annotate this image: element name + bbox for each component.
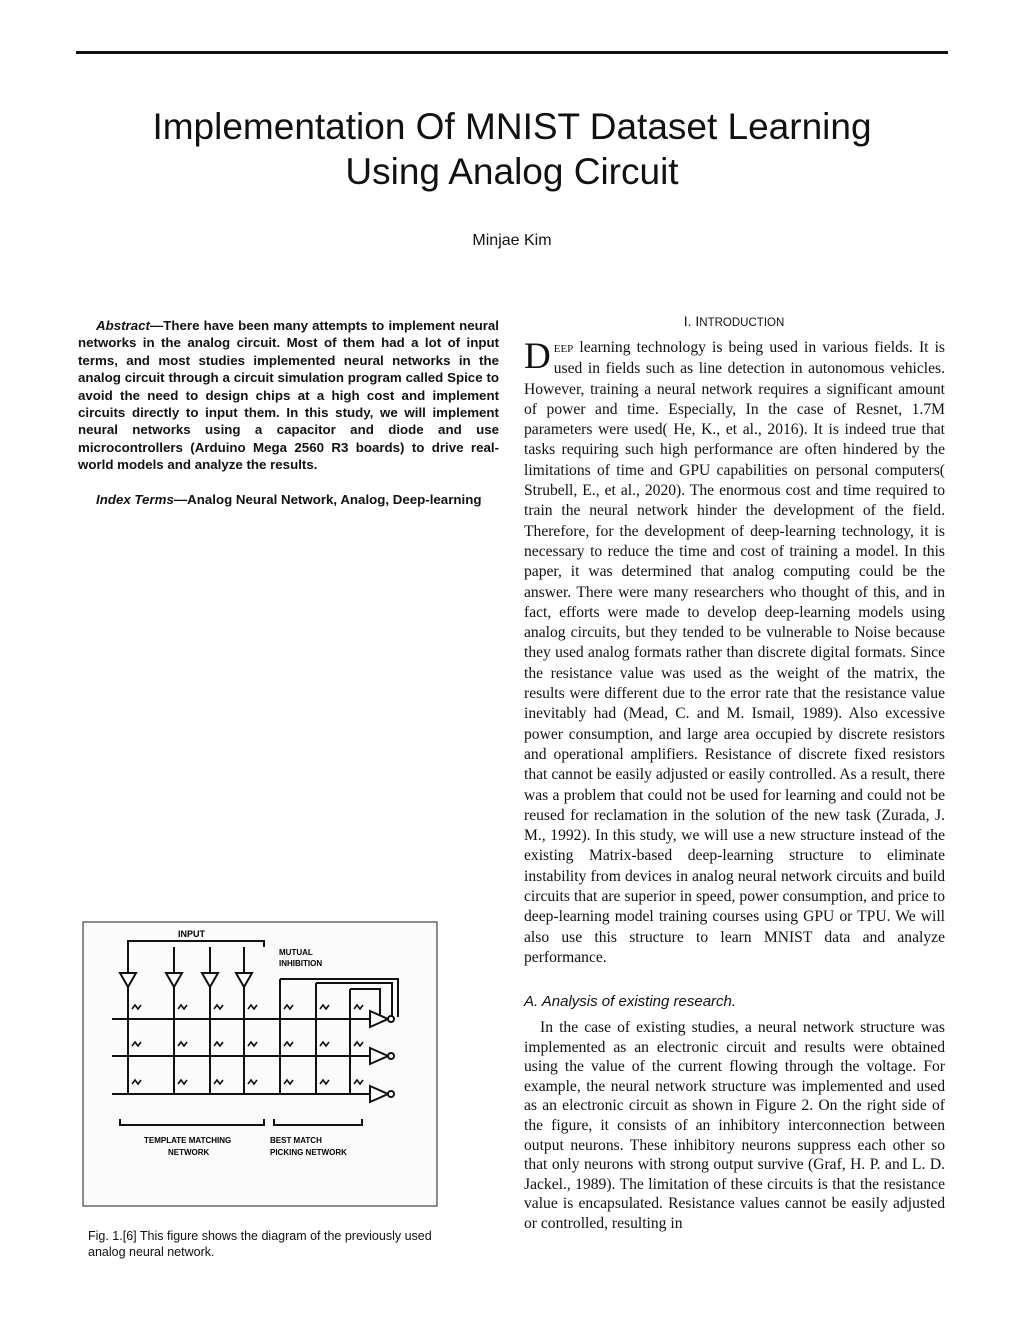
label-inhibition: INHIBITION <box>279 959 323 968</box>
intro-paragraph <box>524 338 945 968</box>
section-heading-introduction <box>524 313 944 329</box>
index-terms-lead: Index Terms <box>96 492 174 507</box>
section-cap-rest: NTRODUCTION <box>699 317 785 329</box>
header-rule <box>76 51 948 54</box>
title-line-2: Using Analog Circuit <box>345 151 679 192</box>
abstract-lead: Abstract <box>96 318 150 333</box>
label-template-network: NETWORK <box>168 1148 210 1157</box>
abstract-text: There have been many attempts to implement neural networks in the analog circuit. Most of them had a lot of input terms, and most studies implemented neural networks in the analog circuit through a circuit simulation program called Spice to avoid the need to design chips at a high cost and implement circuits directly to input them. In this study, we will implement neural networks using a capacitor and diode and use microcontrollers (Arduino Mega 2560 R3 boards) to drive real-world models and analyze the results. <box>78 318 499 473</box>
label-picking-network: PICKING NETWORK <box>270 1148 347 1157</box>
label-template-matching: TEMPLATE MATCHING <box>144 1136 232 1145</box>
figure-caption: Fig. 1.[6] This figure shows the diagram of the previously used analog neural network. <box>88 1229 432 1259</box>
label-best-match: BEST MATCH <box>270 1136 322 1145</box>
figure-border <box>83 922 437 1206</box>
abstract-dash: — <box>149 318 164 333</box>
paper-title <box>76 104 948 194</box>
abstract <box>78 317 499 474</box>
drop-cap: D <box>524 336 551 377</box>
intro-text: learning technology is being used in various fields. It is used in fields such as line detection in autonomous vehicles. However, training a neural network requires a significant amount of power and time. Especially, In the case of Resnet, 1.7M parameters were used( He, K., et al., 2016). It is indeed true that tasks requiring such high performance are often hindered by the limitations of time and GPU capabilities on personal computers( Strubell, E., et al., 2020). The enormous cost and time required to train the neural network hinder the development of the field. Therefore, for the development of deep-learning technology, it is necessary to reduce the time and cost of training a model. In this paper, it was determined that analog computing could be the answer. There were many researchers who thought of this, and in fact, efforts were made to develop deep-learning models using analog circuits, but they tended to be vulnerable to Noise because they used analog formats rather than discrete digital formats. Since the resistance value was used as the weight of the matrix, the results were different due to the error rate that the resistance value inevitably had (Mead, C. and M. Ismail, 1989). Also excessive power consumption, and large area occupied by discrete resistors and operational amplifiers. Resistance of discrete fixed resistors that cannot be easily adjusted or easily controlled. As a result, there was a problem that could not be used for learning and could not be reused for reclamation in the solution of the new task (Zurada, J. M., 1992). In this study, we will use a new structure instead of the existing Matrix-based deep-learning structure to eliminate instability from devices in analog neural network circuits and build circuits that are superior in speed, power consumption, and price to deep-learning model training courses using GPU or TPU. We will also use this structure to learn MNIST data and analyze performance. <box>524 339 945 966</box>
label-input: INPUT <box>178 929 205 939</box>
index-terms-dash: — <box>173 492 188 507</box>
index-terms <box>78 491 499 508</box>
label-mutual: MUTUAL <box>279 948 313 957</box>
figure-analog-network-diagram <box>80 919 440 1209</box>
title-line-1: Implementation Of MNIST Dataset Learning <box>152 106 872 147</box>
existing-research-paragraph: In the case of existing studies, a neural network structure was implemented as an electronic circuit and results were obtained using the value of the current flowing through the voltage. For example, the neural network structure was implemented and used as an electronic circuit as shown in Figure 2. On the right side of the figure, it consists of an inhibitory interconnection between output neurons. These inhibitory neurons suppress each other so that only neurons with strong output survive (Graf, H. P. and L. D. Jackel., 1989). The limitation of these circuits is that the resistance value is encapsulated. Resistance values cannot be easily adjusted or controlled, resulting in <box>524 1019 945 1232</box>
intro-smallcaps: EEP <box>553 343 574 355</box>
index-terms-text: Analog Neural Network, Analog, Deep-learning <box>187 492 482 507</box>
subsection-heading: A. Analysis of existing research. <box>524 993 737 1010</box>
section-cap-first: I <box>695 313 700 329</box>
section-number: I. <box>683 313 692 329</box>
author-name: Minjae Kim <box>472 232 552 249</box>
